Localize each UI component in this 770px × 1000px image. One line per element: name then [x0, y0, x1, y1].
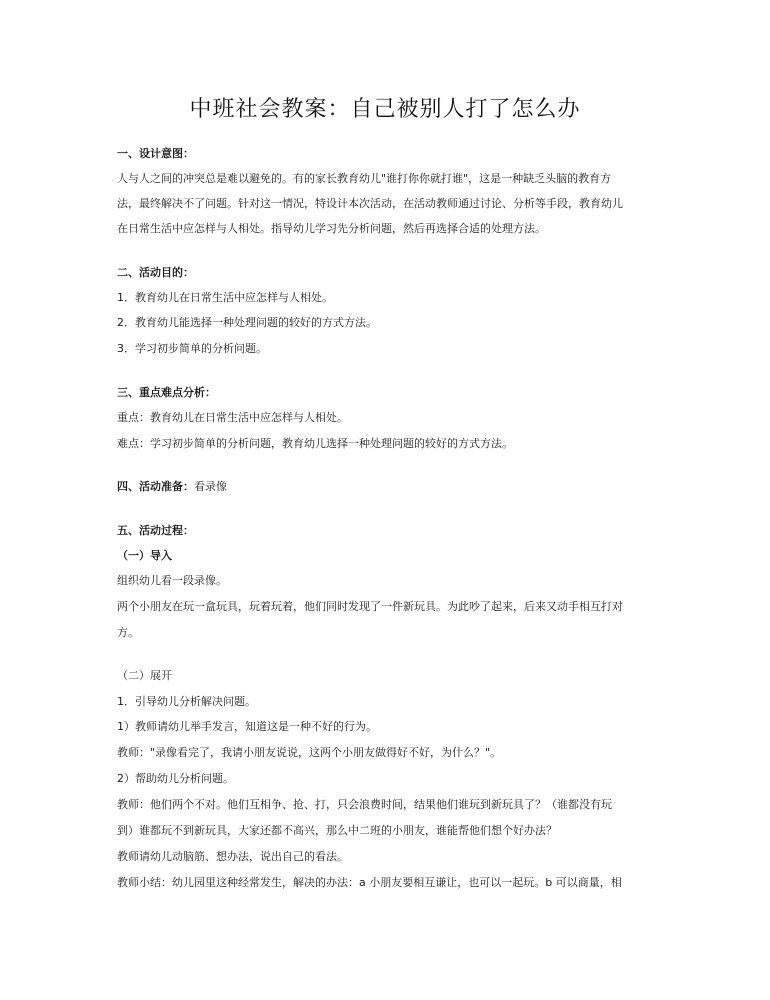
- list-item: 2．教育幼儿能选择一种处理问题的较好的方式方法。: [117, 316, 377, 329]
- section-heading-design-intent: 一、设计意图：: [117, 147, 194, 160]
- preparation-line: [117, 480, 227, 494]
- section-heading-objectives: 二、活动目的：: [117, 266, 194, 279]
- list-item: 1．教育幼儿在日常生活中应怎样与人相处。: [117, 291, 333, 304]
- section-heading-process: 五、活动过程：: [117, 524, 194, 537]
- paragraph-line: 法，最终解决不了问题。针对这一情况，特设计本次活动，在活动教师通过讨论、分析等手段，教育幼儿: [117, 197, 623, 210]
- paragraph-line: 在日常生活中应怎样与人相处。指导幼儿学习先分析问题，然后再选择合适的处理方法。: [117, 222, 546, 235]
- paragraph-line: 教师："录像看完了，我请小朋友说说，这两个小朋友做得好不好，为什么？"。: [117, 746, 502, 759]
- subsection-heading-intro: （一）导入: [117, 549, 172, 562]
- page-title: 中班社会教案：自己被别人打了怎么办: [189, 97, 581, 122]
- paragraph-line: 1）教师请幼儿举手发言，知道这是一种不好的行为。: [117, 720, 377, 733]
- key-point-line: 重点：教育幼儿在日常生活中应怎样与人相处。: [117, 411, 348, 424]
- paragraph-line: 组织幼儿看一段录像。: [117, 574, 227, 587]
- section-heading-preparation: 四、活动准备：: [117, 480, 194, 493]
- preparation-content: 看录像: [194, 480, 227, 493]
- paragraph-line: 两个小朋友在玩一盒玩具，玩着玩着，他们同时发现了一件新玩具。为此吵了起来，后来又动手相互打对: [117, 600, 623, 613]
- paragraph-line: 2）帮助幼儿分析问题。: [117, 772, 234, 785]
- section-heading-key-points: 三、重点难点分析：: [117, 386, 216, 399]
- paragraph-line: 人与人之间的冲突总是难以避免的。有的家长教育幼儿"谁打你你就打谁"，这是一种缺乏头脑的教育方: [117, 172, 612, 185]
- difficulty-line: 难点：学习初步简单的分析问题，教育幼儿选择一种处理问题的较好的方式方法。: [117, 437, 513, 450]
- paragraph-line: 1．引导幼儿分析解决问题。: [117, 695, 256, 708]
- paragraph-line: 教师：他们两个不对。他们互相争、抢、打，只会浪费时间，结果他们谁玩到新玩具了？（谁都没有玩: [117, 798, 612, 811]
- list-item: 3．学习初步简单的分析问题。: [117, 342, 267, 355]
- paragraph-line: 到）谁都玩不到新玩具，大家还都不高兴，那么中二班的小朋友，谁能帮他们想个好办法？: [117, 824, 557, 837]
- paragraph-line: 方。: [117, 626, 139, 639]
- paragraph-line: 教师请幼儿动脑筋、想办法，说出自己的看法。: [117, 850, 348, 863]
- paragraph-line: 教师小结：幼儿园里这种经常发生，解决的办法：a 小朋友要相互谦让，也可以一起玩。b 可以商量，相: [117, 876, 622, 889]
- subsection-heading-expand: （二）展开: [117, 669, 172, 682]
